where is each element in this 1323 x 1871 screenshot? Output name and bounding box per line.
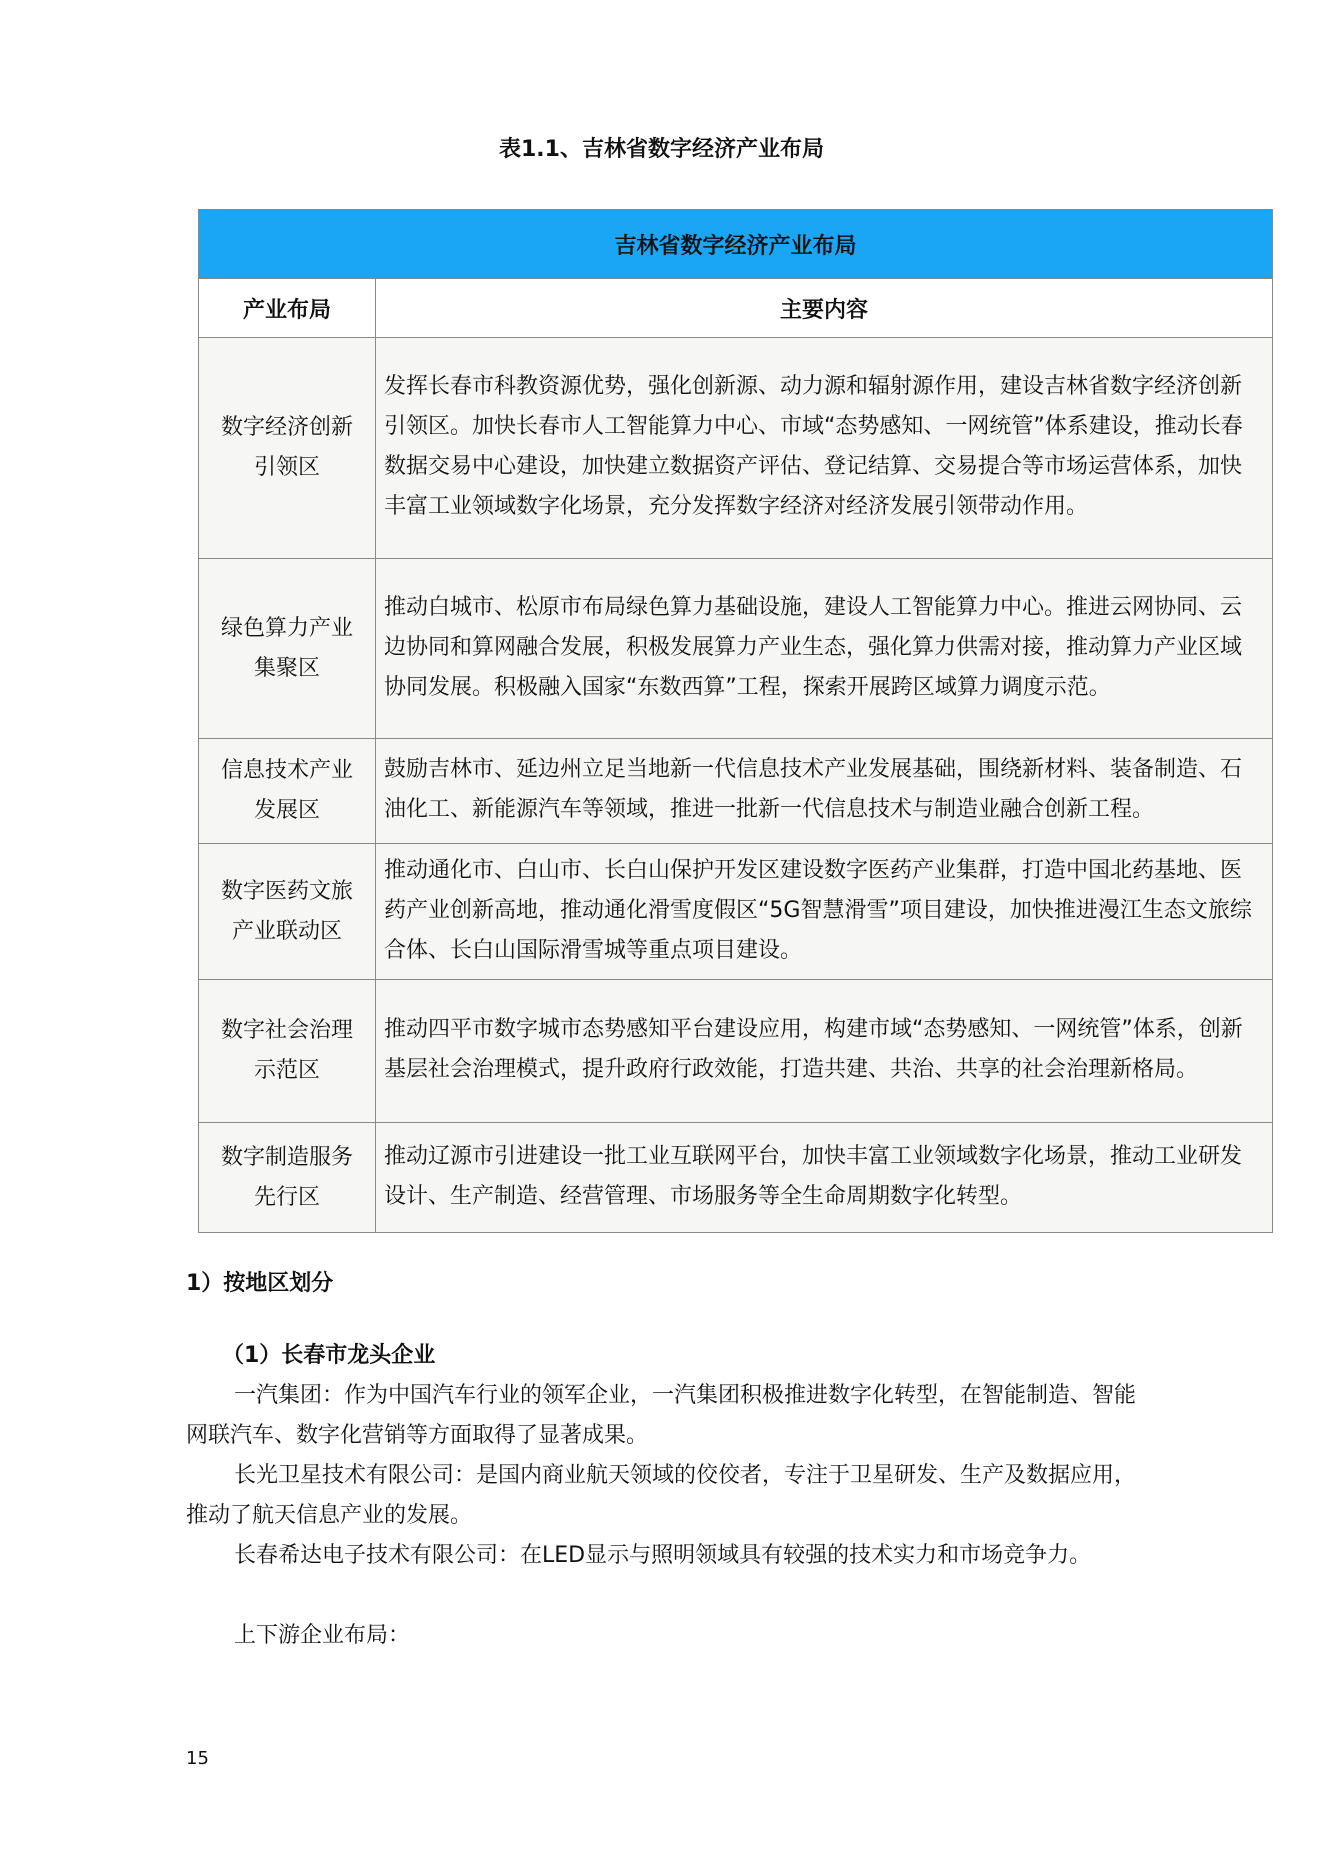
column-header-content: 主要内容 <box>376 279 1273 338</box>
row-content: 推动辽源市引进建设一批工业互联网平台，加快丰富工业领域数字化场景，推动工业研发设计、生产制造、经营管理、市场服务等全生命周期数字化转型。 <box>376 1123 1273 1233</box>
row-area-name: 数字经济创新引领区 <box>199 338 376 559</box>
table-title: 吉林省数字经济产业布局 <box>199 210 1273 279</box>
paragraph-upstream: 上下游企业布局： <box>234 1623 411 1648</box>
table-caption: 表1.1、吉林省数字经济产业布局 <box>499 137 824 162</box>
table-row <box>199 844 1273 980</box>
row-area-name: 数字社会治理示范区 <box>199 980 376 1123</box>
paragraph-changguang: 长光卫星技术有限公司：是国内商业航天领域的佼佼者，专注于卫星研发、生产及数据应用，推动了航天信息产业的发展。 <box>186 1463 1137 1528</box>
section-heading: 1）按地区划分 <box>186 1271 334 1296</box>
row-content: 发挥长春市科教资源优势，强化创新源、动力源和辐射源作用，建设吉林省数字经济创新引领区。加快长春市人工智能算力中心、市域“态势感知、一网统管”体系建设，推动长春数据交易中心建设，加快建立数据资产评估、登记结算、交易提合等市场运营体系，加快丰富工业领域数字化场景，充分发挥数字经济对经济发展引领带动作用。 <box>376 338 1273 559</box>
row-content: 推动通化市、白山市、长白山保护开发区建设数字医药产业集群，打造中国北药基地、医药产业创新高地，推动通化滑雪度假区“5G智慧滑雪”项目建设，加快推进漫江生态文旅综合体、长白山国际滑雪城等重点项目建设。 <box>376 844 1273 980</box>
row-area-name: 数字医药文旅产业联动区 <box>199 844 376 980</box>
row-content: 鼓励吉林市、延边州立足当地新一代信息技术产业发展基础，围绕新材料、装备制造、石油化工、新能源汽车等领域，推进一批新一代信息技术与制造业融合创新工程。 <box>376 739 1273 844</box>
paragraph-faw: 一汽集团：作为中国汽车行业的领军企业，一汽集团积极推进数字化转型，在智能制造、智能网联汽车、数字化营销等方面取得了显著成果。 <box>186 1383 1137 1448</box>
table-row <box>199 980 1273 1123</box>
table-row <box>199 338 1273 559</box>
table-row <box>199 739 1273 844</box>
row-content: 推动白城市、松原市布局绿色算力基础设施，建设人工智能算力中心。推进云网协同、云边协同和算网融合发展，积极发展算力产业生态，强化算力供需对接，推动算力产业区域协同发展。积极融入国家“东数西算”工程，探索开展跨区域算力调度示范。 <box>376 559 1273 739</box>
row-area-name: 信息技术产业发展区 <box>199 739 376 844</box>
paragraph-xida: 长春希达电子技术有限公司：在LED显示与照明领域具有较强的技术实力和市场竞争力。 <box>234 1543 1092 1568</box>
table-row <box>199 559 1273 739</box>
table-row <box>199 1123 1273 1233</box>
industry-layout-table <box>198 209 1273 1233</box>
column-header-layout: 产业布局 <box>199 279 376 338</box>
row-area-name: 绿色算力产业集聚区 <box>199 559 376 739</box>
row-area-name: 数字制造服务先行区 <box>199 1123 376 1233</box>
subsection-heading: （1）长春市龙头企业 <box>222 1343 436 1368</box>
row-content: 推动四平市数字城市态势感知平台建设应用，构建市域“态势感知、一网统管”体系，创新基层社会治理模式，提升政府行政效能，打造共建、共治、共享的社会治理新格局。 <box>376 980 1273 1123</box>
page-number: 15 <box>186 1748 209 1769</box>
